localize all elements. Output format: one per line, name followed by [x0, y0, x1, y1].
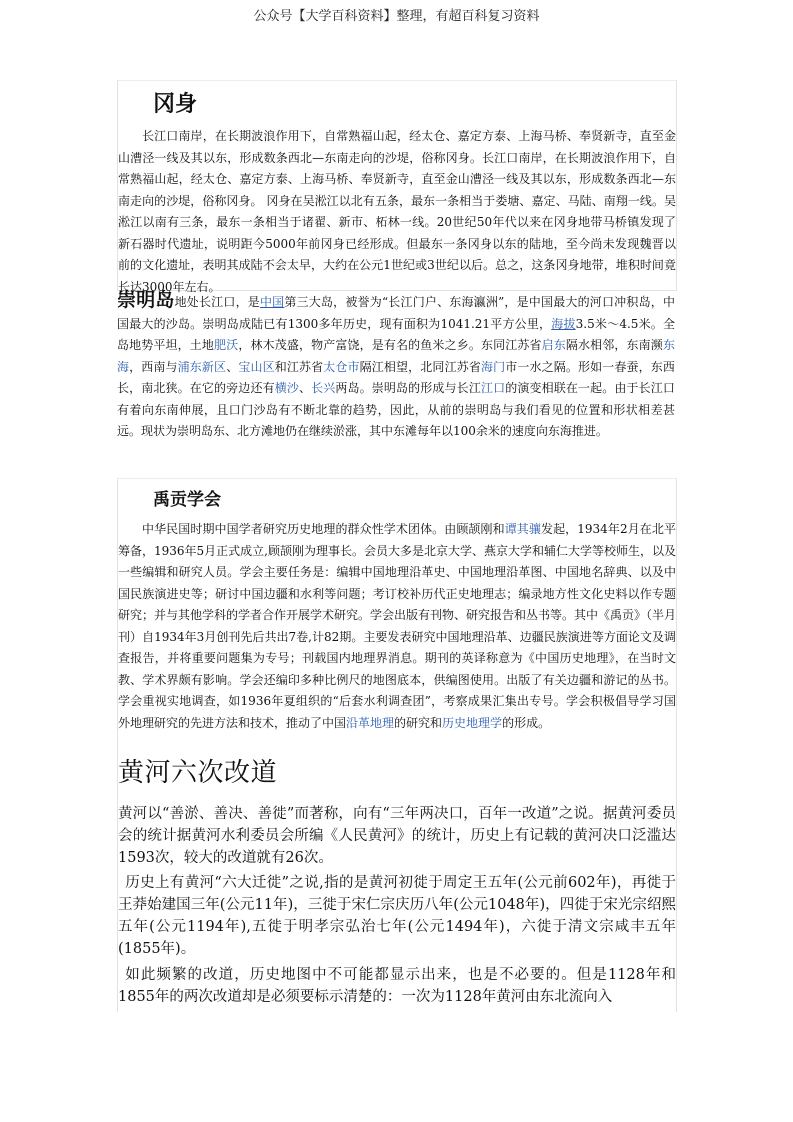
link-fertile[interactable]: 肥沃: [214, 338, 239, 352]
link-tan-qixiang[interactable]: 谭其骧: [504, 522, 541, 536]
section-chongming: [117, 290, 675, 480]
section-title: 崇明岛: [117, 289, 175, 311]
section-yellow-river: [117, 750, 677, 1012]
page-header: 公众号【大学百科资料】整理，有超百科复习资料: [253, 9, 540, 24]
link-qidong[interactable]: 启东: [541, 338, 566, 352]
link-historical-geography[interactable]: 历史地理学: [442, 715, 503, 730]
paragraph-3: 如此频繁的改道，历史地图中不可能都显示出来，也是不必要的。但是1128年和1855年的两次改道却是必须要标示清楚的：一次为1128年黄河由东北流向入: [118, 967, 676, 1005]
section-gangshen: [117, 80, 677, 294]
section-body: 崇明岛地处长江口，是中国第三大岛，被誉为“长江门户、东海瀛洲”，是中国最大的河口冲积岛，中国最大的沙岛。崇明岛成陆已有1300多年历史，现有面积为1041.21平方公里，海拔3.5米～4.5米。全岛地势平坦，土地肥沃，林木茂盛，物产富饶，是有名的鱼米之乡。东同江苏省启东隔水相邻，东南濒东海，西南与浦东新区、宝山区和江苏省太仓市隔江相望，北同江苏省海门市一水之隔。形如一春蚕，东西长，南北狭。在它的旁边还有横沙、长兴两岛。崇明岛的形成与长江江口的演变相联在一起。由于长江口有着向东南伸展，且口门沙岛有不断北靠的趋势，因此，从前的崇明岛与我们看见的位置和形状相差甚远。现状为崇明岛东、北方滩地仍在继续淤涨，其中东滩每年以100余米的速度向东海推进。: [117, 289, 676, 438]
link-baoshan[interactable]: 宝山区: [238, 359, 275, 374]
link-jiangkou[interactable]: 江口: [480, 381, 506, 395]
link-hengsha[interactable]: 横沙: [274, 381, 299, 395]
link-china[interactable]: 中国: [259, 295, 285, 309]
link-taicang[interactable]: 太仓市: [323, 359, 360, 374]
paragraph-1: 黄河以“善淤、善决、善徙”而著称，向有“三年两决口，百年一改道”之说。据黄河委员会的统计据黄河水利委员会所编《人民黄河》的统计，历史上有记载的黄河决口泛滥达1593次，较大的改道就有26次。: [118, 806, 676, 866]
link-pudong[interactable]: 浦东新区: [177, 359, 227, 374]
link-changxing[interactable]: 长兴: [311, 381, 336, 395]
section-title: 冈身: [153, 92, 198, 117]
section-yugong: [117, 478, 677, 753]
section-body: 长江口南岸，在长期波浪作用下，自常熟福山起，经太仓、嘉定方泰、上海马桥、奉贤新寺，直至金山漕泾一线及其以东，形成数条西北—东南走向的沙堤，俗称冈身。长江口南岸，在长期波浪作用下，自常熟福山起，经太仓、嘉定方泰、上海马桥、奉贤新寺，直至金山漕泾一线及其以东，形成数条西北—东南走向的沙堤，俗称冈身。 冈身在吴淞江以北有五条，最东一条相当于娄塘、嘉定、马陆、南翔一线。吴淞江以南有三条，最东一条相当于诸翟、新市、柘林一线。20世纪50年代以来在冈身地带马桥镇发现了新石器时代遗址，说明距今5000年前冈身已经形成。但最东一条冈身以东的陆地，至今尚未发现魏晋以前的文化遗址，表明其成陆不会太早，大约在公元1世纪或3世纪以后。总之，这条冈身地带，堆积时间竟长达3000年左右。: [118, 129, 676, 294]
section-title: 黄河六次改道: [118, 758, 278, 788]
section-title: 禹贡学会: [153, 490, 221, 510]
link-east-sea[interactable]: 东海: [117, 338, 675, 374]
section-body: 中华民国时期中国学者研究历史地理的群众性学术团体。由顾颉刚和谭其骧发起，1934年2月在北平筹备，1936年5月正式成立,顾颉刚为理事长。会员大多是北京大学、燕京大学和辅仁大学等校师生，以及一些编辑和研究人员。学会主要任务是：编辑中国地理沿革史、中国地理沿革图、中国地名辞典、以及中国民族演进史等；研讨中国边疆和水利等问题；考订校补历代正史地理志；编录地方性文化史料以作专题研究；并与其他学科的学者合作开展学术研究。学会出版有刊物、研究报告和丛书等。其中《禹贡》（半月刊）自1934年3月创刊先后共出7卷,计82期。主要发表研究中国地理沿革、边疆民族演进等方面论文及调查报告，并将重要问题集为专号；刊载国内地理界消息。期刊的英译称意为《中国历史地理》，在当时文教、学术界颇有影响。学会还编印多种比例尺的地图底本，供编图使用。出版了有关边疆和游记的丛书。学会重视实地调查，如1936年夏组织的“后套水利调查团”，考察成果汇集出专号。学会积极倡导学习国外地理研究的先进方法和技术，推动了中国沿革地理的研究和历史地理学的形成。: [118, 522, 677, 730]
link-evolution-geography[interactable]: 沿革地理: [346, 715, 395, 730]
link-haimen[interactable]: 海门: [480, 359, 506, 374]
link-altitude[interactable]: 海拔: [551, 316, 576, 331]
paragraph-2: 历史上有黄河“六大迁徙”之说,指的是黄河初徙于周定王五年(公元前602年)，再徙于王莽始建国三年(公元11年)，三徙于宋仁宗庆历八年(公元1048年)，四徙于宋光宗绍熙五年(公元1194年),五徙于明孝宗弘治七年(公元1494年)，六徙于清文宗咸丰五年(1855年)。: [118, 875, 676, 957]
